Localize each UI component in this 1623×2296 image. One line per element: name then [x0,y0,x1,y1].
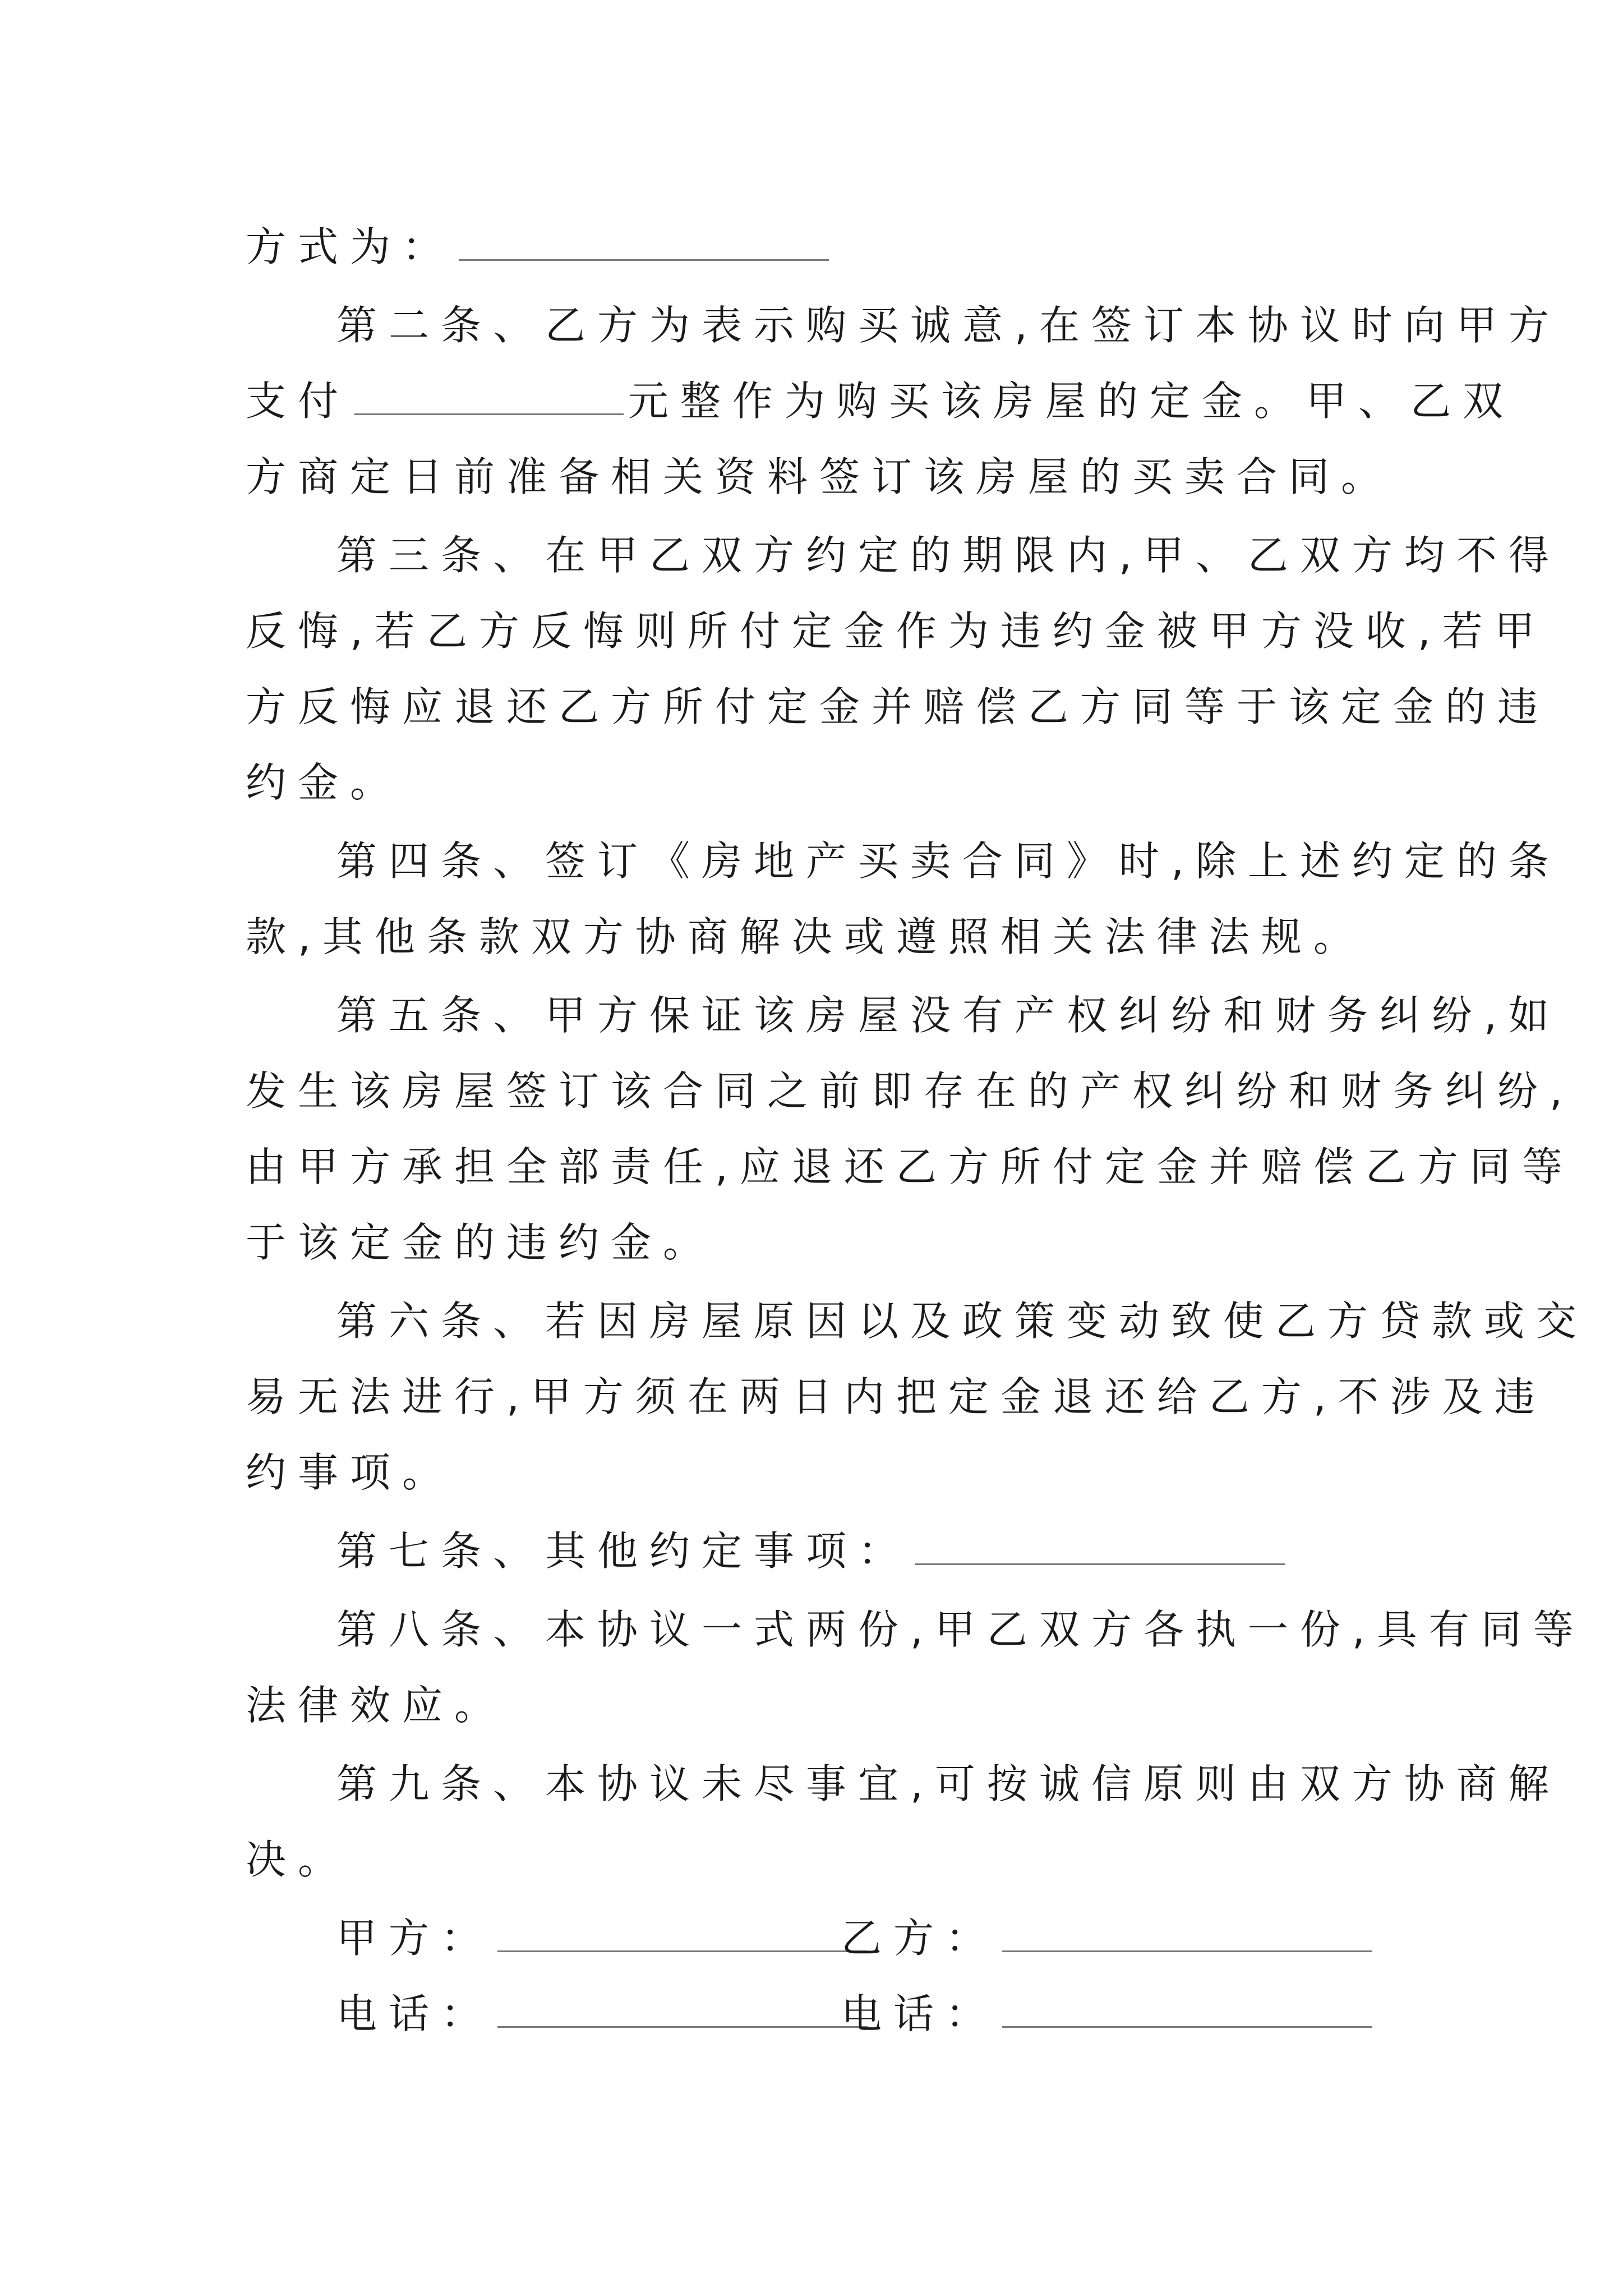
article-3-line-1: 第三条、在甲乙双方约定的期限内,甲、乙双方均不得 [336,532,1561,579]
article-2-line-3: 方商定日前准备相关资料签订该房屋的买卖合同。 [246,453,1394,500]
article-5-line-1: 第五条、甲方保证该房屋没有产权纠纷和财务纠纷,如 [336,992,1561,1039]
phone-b-label: 电话： [841,1990,998,2037]
deposit-amount-blank [354,380,624,415]
article-6-line-1: 第六条、若因房屋原因以及政策变动致使乙方贷款或交 [336,1297,1589,1345]
article-2-pay-rest: 元整作为购买该房屋的定金。甲、乙双 [628,378,1515,425]
phone-a-signature [336,1975,872,2053]
party-b-blank [1002,1917,1372,1952]
phone-a-blank [497,1993,868,2028]
party-b-signature [841,1899,1377,1977]
article-4-line-2: 款,其他条款双方协商解决或遵照相关法律法规。 [246,913,1366,960]
article-3-line-4: 约金。 [246,759,403,806]
article-2-pay-label: 支付 [246,378,351,425]
article-7-label: 第七条、其他约定事项： [336,1527,911,1575]
payment-method-line [246,208,833,286]
article-4-line-1: 第四条、签订《房地产买卖合同》时,除上述约定的条 [336,838,1561,885]
article-6-line-3: 约事项。 [246,1449,455,1496]
phone-a-label: 电话： [336,1990,494,2037]
signature-row-phone [0,1975,1623,2053]
party-b-label: 乙方： [841,1915,998,1962]
article-8-line-1: 第八条、本协议一式两份,甲乙双方各执一份,具有同等 [336,1606,1585,1653]
article-5-line-3: 由甲方承担全部责任,应退还乙方所付定金并赔偿乙方同等 [246,1143,1574,1190]
article-2-line-2 [246,362,1515,440]
party-a-label: 甲方： [336,1915,494,1962]
article-2-line-1: 第二条、乙方为表示购买诚意,在签订本协议时向甲方 [336,302,1561,349]
payment-method-blank [459,226,829,261]
phone-b-signature [841,1975,1377,2053]
party-a-blank [497,1917,868,1952]
article-6-line-2: 易无法进行,甲方须在两日内把定金退还给乙方,不涉及违 [246,1373,1547,1420]
article-7-line-1 [336,1512,1289,1590]
article-3-line-2: 反悔,若乙方反悔则所付定金作为违约金被甲方没收,若甲 [246,608,1547,655]
phone-b-blank [1002,1993,1372,2028]
article-5-line-4: 于该定金的违约金。 [246,1219,716,1266]
article-3-line-3: 方反悔应退还乙方所付定金并赔偿乙方同等于该定金的违 [246,683,1550,730]
signature-row-party [0,1899,1623,1977]
article-9-line-2: 决。 [246,1836,351,1883]
party-a-signature [336,1899,872,1977]
payment-method-label: 方式为： [246,223,455,270]
article-8-line-2: 法律效应。 [246,1682,507,1729]
article-5-line-2: 发生该房屋签订该合同之前即存在的产权纠纷和财务纠纷, [246,1068,1574,1115]
article-9-line-1: 第九条、本协议未尽事宜,可按诚信原则由双方协商解 [336,1760,1561,1807]
other-terms-blank [915,1530,1285,1565]
